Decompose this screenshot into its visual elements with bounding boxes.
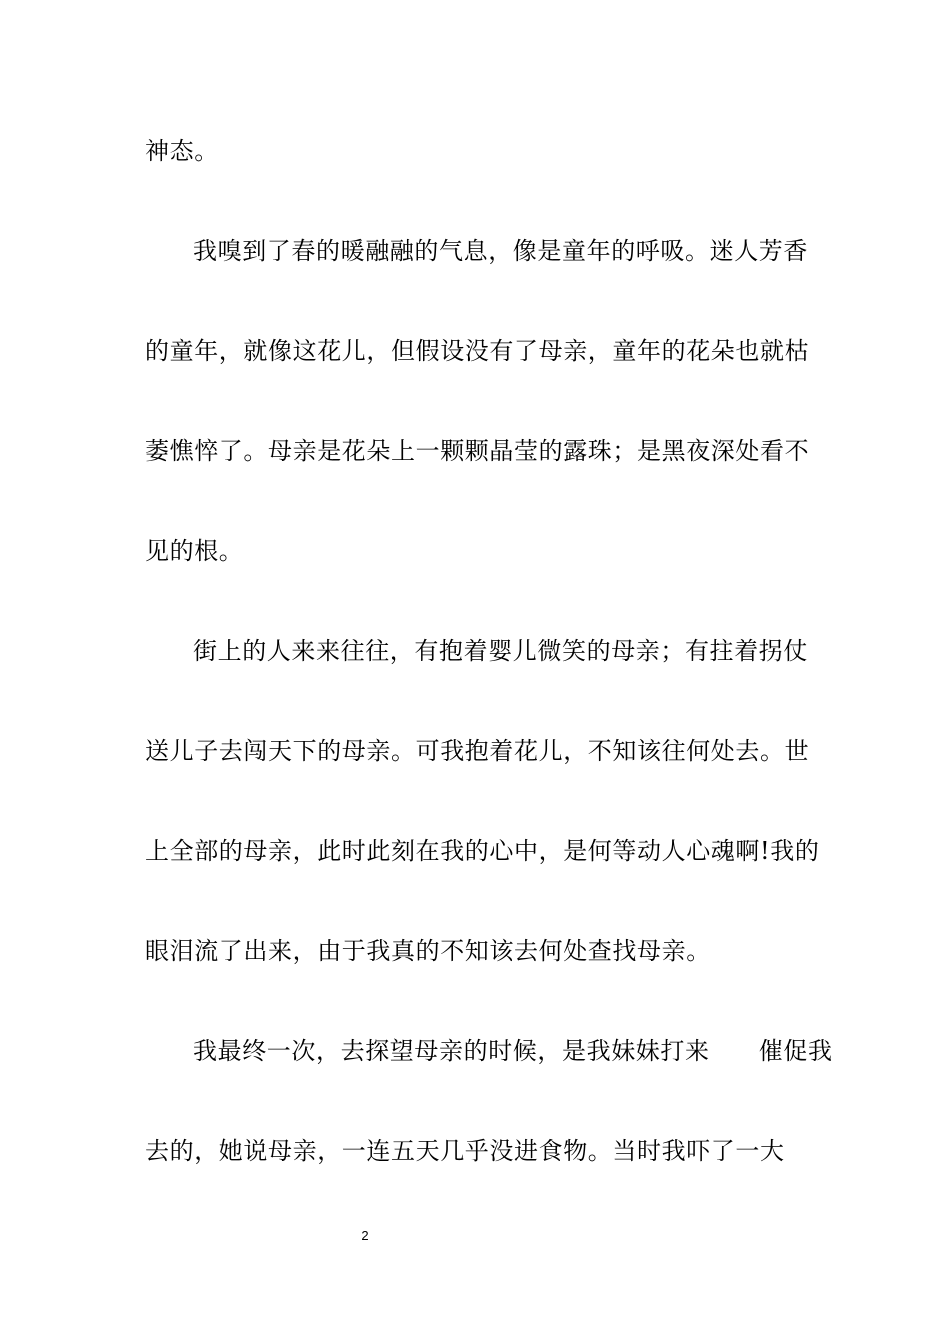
text-line-9: 眼泪流了出来，由于我真的不知该去何处查找母亲。 — [145, 937, 711, 965]
text-line-7: 送儿子去闯天下的母亲。可我抱着花儿，不知该往何处去。世 — [145, 737, 810, 765]
text-line-1: 神态。 — [145, 137, 219, 165]
text-line-5: 见的根。 — [145, 537, 244, 565]
text-line-3: 的童年，就像这花儿，但假设没有了母亲，童年的花朵也就枯 — [145, 337, 810, 365]
text-line-10: 我最终一次，去探望母亲的时候，是我妹妹打来 催促我 — [193, 1037, 833, 1065]
text-line-8: 上全部的母亲，此时此刻在我的心中，是何等动人心魂啊!我的 — [145, 837, 820, 865]
text-line-6: 街上的人来来往往，有抱着婴儿微笑的母亲；有拄着拐仗 — [193, 637, 808, 665]
page-number: 2 — [361, 1228, 369, 1243]
text-line-2: 我嗅到了春的暖融融的气息，像是童年的呼吸。迷人芳香 — [193, 237, 808, 265]
text-line-4: 萎憔悴了。母亲是花朵上一颗颗晶莹的露珠；是黑夜深处看不 — [145, 437, 810, 465]
text-line-11: 去的，她说母亲，一连五天几乎没进食物。当时我吓了一大 — [145, 1137, 785, 1165]
